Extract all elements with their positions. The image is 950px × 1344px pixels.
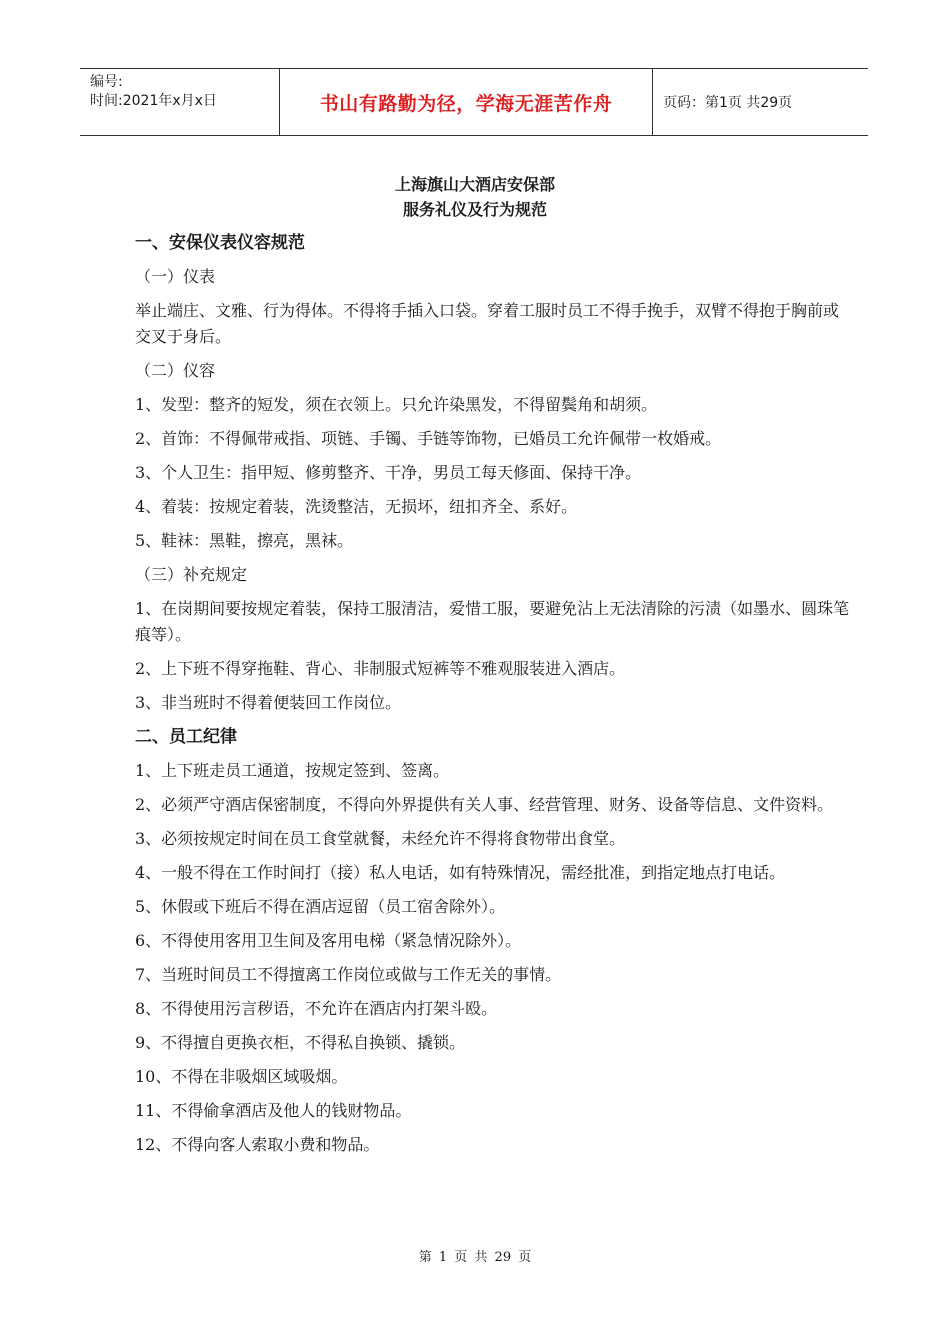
list-item: 9、不得擅自更换衣柜，不得私自换锁、撬锁。: [135, 1033, 466, 1052]
document-body: [135, 226, 851, 1162]
header-motto: 书山有路勤为径，学海无涯苦作舟: [280, 69, 653, 135]
document-header: [80, 68, 868, 136]
list-item: 3、非当班时不得着便装回工作岗位。: [135, 693, 402, 712]
list-item: 3、个人卫生：指甲短、修剪整齐、干净，男员工每天修面、保持干净。: [135, 463, 642, 482]
subsection-heading: （三）补充规定: [135, 565, 248, 584]
header-meta: [80, 69, 280, 135]
list-item: 12、不得向客人索取小费和物品。: [135, 1135, 380, 1154]
list-item: 5、休假或下班后不得在酒店逗留（员工宿舍除外）。: [135, 897, 506, 916]
list-item: 7、当班时间员工不得擅离工作岗位或做与工作无关的事情。: [135, 965, 562, 984]
subsection-heading: （一）仪表: [135, 267, 216, 286]
list-item: 4、一般不得在工作时间打（接）私人电话，如有特殊情况，需经批准，到指定地点打电话。: [135, 863, 786, 882]
page-footer: 第 1 页 共 29 页: [418, 1250, 532, 1265]
section-heading-1: 一、安保仪表仪容规范: [135, 233, 305, 253]
header-number: 编号:: [90, 74, 123, 90]
list-item: 10、不得在非吸烟区域吸烟。: [135, 1067, 348, 1086]
list-item: 1、在岗期间要按规定着装，保持工服清洁，爱惜工服，要避免沾上无法清除的污渍（如墨水、圆珠笔痕等）。: [135, 599, 850, 644]
list-item: 11、不得偷拿酒店及他人的钱财物品。: [135, 1101, 412, 1120]
list-item: 2、首饰：不得佩带戒指、项链、手镯、手链等饰物，已婚员工允许佩带一枚婚戒。: [135, 429, 722, 448]
list-item: 2、上下班不得穿拖鞋、背心、非制服式短裤等不雅观服装进入酒店。: [135, 659, 626, 678]
list-item: 1、上下班走员工通道，按规定签到、签离。: [135, 761, 450, 780]
list-item: 6、不得使用客用卫生间及客用电梯（紧急情况除外）。: [135, 931, 522, 950]
subsection-heading: （二）仪容: [135, 361, 216, 380]
section-heading-2: 二、员工纪律: [135, 727, 237, 747]
doc-title-line1: 上海旗山大酒店安保部: [394, 175, 555, 194]
list-item: 5、鞋袜：黑鞋，擦亮，黑袜。: [135, 531, 354, 550]
list-item: 3、必须按规定时间在员工食堂就餐，未经允许不得将食物带出食堂。: [135, 829, 626, 848]
paragraph: 举止端庄、文雅、行为得体。不得将手插入口袋。穿着工服时员工不得手挽手，双臂不得抱于胸前或交叉于身后。: [135, 301, 840, 346]
list-item: 8、不得使用污言秽语，不允许在酒店内打架斗殴。: [135, 999, 498, 1018]
list-item: 1、发型：整齐的短发，须在衣领上。只允许染黑发，不得留鬓角和胡须。: [135, 395, 658, 414]
list-item: 4、着装：按规定着装，洗烫整洁，无损坏，纽扣齐全、系好。: [135, 497, 578, 516]
list-item: 2、必须严守酒店保密制度，不得向外界提供有关人事、经营管理、财务、设备等信息、文件资料。: [135, 795, 834, 814]
header-time: 时间:2021年x月x日: [90, 93, 217, 109]
header-page-info: 页码：第1页 共29页: [663, 95, 793, 111]
doc-title-line2: 服务礼仪及行为规范: [402, 200, 547, 219]
